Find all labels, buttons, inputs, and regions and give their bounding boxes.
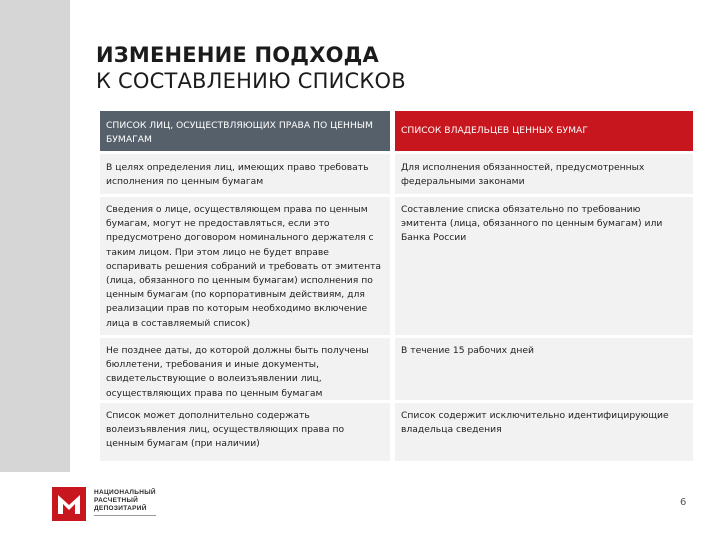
table-row	[100, 197, 693, 335]
header-owners-list-label: СПИСОК ВЛАДЕЛЬЦЕВ ЦЕННЫХ БУМАГ	[401, 124, 588, 136]
logo-underline-rule	[94, 514, 156, 519]
table-cell: В целях определения лиц, имеющих право требовать исполнения по ценным бумагам	[100, 154, 395, 194]
slide-title-line2: К СОСТАВЛЕНИЮ СПИСКОВ	[96, 69, 406, 93]
table-cell: Сведения о лице, осуществляющем права по ценным бумагам, могут не предоставляться, если это предусмотрено договором номинального держателя с таким лицом. При этом лицо не будет вправе оспаривать решения собраний и требовать от эмитента (лица, обязанного по ценным бумагам) исполнения по ценным бумагам (по корпоративным действиям, для реализации прав по которым необходимо включение лица в составляемый список)	[100, 197, 395, 335]
header-owners-list	[395, 111, 693, 151]
page-number: 6	[680, 497, 687, 508]
nsd-logo	[52, 485, 172, 525]
table-cell: Не позднее даты, до которой должны быть получены бюллетени, требования и иные документы, свидетельствующие о волеизъявлении лиц, осуществляющих права по ценным бумагам	[100, 338, 395, 400]
comparison-table	[100, 111, 693, 461]
table-cell: Составление списка обязательно по требованию эмитента (лица, обязанного по ценным бумагам) или Банка России	[395, 197, 693, 335]
logo-line1: НАЦИОНАЛЬНЫЙ	[94, 489, 156, 496]
table-cell: В течение 15 рабочих дней	[395, 338, 693, 400]
logo-line2: РАСЧЕТНЫЙ	[94, 497, 139, 504]
slide-title-line1: ИЗМЕНЕНИЕ ПОДХОДА	[96, 43, 379, 67]
left-decor-bar	[0, 0, 70, 472]
table-cell: Список может дополнительно содержать волеизъявления лиц, осуществляющих права по ценным бумагам (при наличии)	[100, 403, 395, 461]
table-header-row	[100, 111, 693, 151]
slide-title	[96, 42, 406, 94]
table-cell: Список содержит исключительно идентифицирующие владельца сведения	[395, 403, 693, 461]
nsd-logo-mark-icon	[52, 487, 86, 521]
table-row	[100, 154, 693, 194]
table-row	[100, 403, 693, 461]
nsd-logo-text	[94, 489, 156, 519]
logo-fineprint-icon	[94, 514, 156, 517]
logo-line3: ДЕПОЗИТАРИЙ	[94, 505, 147, 512]
table-row	[100, 338, 693, 400]
table-cell: Для исполнения обязанностей, предусмотренных федеральными законами	[395, 154, 693, 194]
header-persons-list: СПИСОК ЛИЦ, ОСУЩЕСТВЛЯЮЩИХ ПРАВА ПО ЦЕННЫМ БУМАГАМ	[100, 111, 390, 151]
